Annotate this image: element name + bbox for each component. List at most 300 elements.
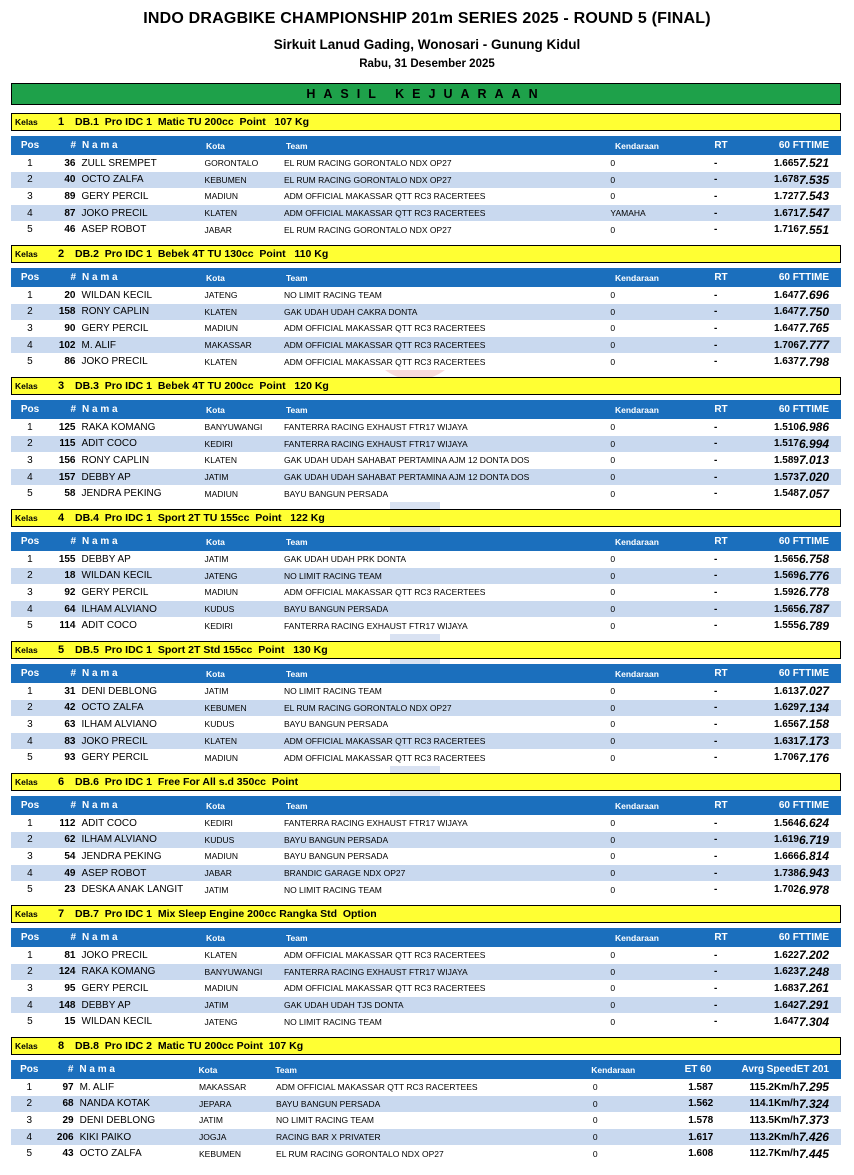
cell-name: GERY PERCIL	[81, 586, 149, 598]
cell-name: ILHAM ALVIANO	[81, 718, 157, 730]
cell-rt: -	[713, 817, 718, 829]
cell-rt: -	[713, 306, 718, 318]
cell-number: 115	[59, 438, 76, 450]
cell-number: 87	[64, 207, 76, 219]
cell-60ft: 1.647	[773, 1016, 799, 1028]
cell-time: 7.013	[798, 453, 829, 468]
cell-kota: KEDIRI	[204, 438, 233, 449]
cell-pos: 3	[27, 586, 33, 598]
table-row	[11, 320, 841, 337]
cell-pos: 4	[27, 999, 33, 1011]
col-kota: Kota	[206, 404, 225, 415]
cell-number: 112	[59, 817, 76, 829]
class-name: DB.7 Pro IDC 1 Mix Sleep Engine 200cc Rangka Std Option	[75, 908, 377, 920]
cell-time: 7.521	[798, 156, 829, 171]
col-rt: RT	[714, 536, 728, 547]
cell-pos: 4	[27, 867, 33, 879]
cell-rt: -	[713, 603, 718, 615]
cell-time: 6.986	[798, 420, 829, 435]
col-et201: ET 201	[796, 1064, 829, 1075]
cell-rt: -	[713, 553, 718, 565]
cell-time: 7.551	[798, 222, 829, 237]
cell-team: EL RUM RACING GORONTALO NDX OP27	[276, 1148, 444, 1159]
cell-kota: MAKASSAR	[204, 340, 252, 351]
cell-number: 83	[64, 735, 76, 747]
cell-kota: JEPARA	[199, 1098, 232, 1109]
cell-et201: 7.324	[798, 1096, 829, 1111]
cell-60ft: 1.623	[773, 966, 799, 978]
cell-pos: 1	[27, 817, 33, 829]
cell-kendaraan: 0	[610, 752, 616, 763]
cell-60ft: 1.589	[773, 454, 799, 466]
cell-pos: 4	[27, 207, 33, 219]
cell-et201: 7.373	[798, 1113, 829, 1128]
cell-team: BAYU BANGUN PERSADA	[283, 604, 389, 615]
cell-name: ILHAM ALVIANO	[81, 834, 157, 846]
table-row	[11, 469, 841, 486]
cell-team: FANTERRA RACING EXHAUST FTR17 WIJAYA	[283, 620, 468, 631]
cell-number: 42	[64, 702, 76, 714]
cell-pos: 2	[26, 1098, 33, 1110]
col-number: #	[70, 536, 76, 547]
col-team: Team	[286, 800, 308, 811]
table-row	[11, 1129, 841, 1146]
cell-name: ADIT COCO	[81, 817, 137, 829]
class-number: 1	[57, 116, 65, 128]
cell-team: ADM OFFICIAL MAKASSAR QTT RC3 RACERTEES	[283, 356, 486, 367]
col-kendaraan: Kendaraan	[591, 1064, 636, 1075]
class-section	[11, 377, 841, 509]
cell-60ft: 1.678	[773, 174, 799, 186]
cell-pos: 4	[27, 339, 33, 351]
cell-number: 36	[64, 157, 76, 169]
cell-time: 7.173	[798, 734, 829, 749]
cell-rt: -	[713, 570, 718, 582]
col-name: N a m a	[82, 932, 118, 943]
table-row	[11, 1013, 841, 1030]
cell-time: 7.304	[798, 1014, 829, 1029]
cell-time: 7.261	[798, 981, 829, 996]
table-row	[11, 832, 841, 849]
cell-name: M. ALIF	[79, 1081, 115, 1093]
col-kota: Kota	[206, 668, 225, 679]
cell-team: ADM OFFICIAL MAKASSAR QTT RC3 RACERTEES	[283, 208, 486, 219]
cell-rt: -	[713, 850, 718, 862]
cell-kendaraan: 0	[610, 323, 616, 334]
col-team: Team	[286, 668, 308, 679]
cell-kendaraan: 0	[592, 1098, 598, 1109]
cell-team: ADM OFFICIAL MAKASSAR QTT RC3 RACERTEES	[276, 1082, 478, 1093]
cell-kota: KEBUMEN	[204, 702, 247, 713]
cell-et201: 7.445	[798, 1146, 829, 1161]
cell-name: RAKA KOMANG	[81, 966, 156, 978]
col-time: TIME	[805, 932, 829, 943]
cell-60ft: 1.683	[773, 982, 799, 994]
cell-name: DEBBY AP	[81, 999, 131, 1011]
col-kota: Kota	[206, 800, 225, 811]
table-row	[11, 815, 841, 832]
cell-avg-speed: 112.7Km/h	[749, 1148, 799, 1160]
cell-rt: -	[713, 620, 718, 632]
cell-pos: 4	[27, 471, 33, 483]
cell-time: 6.994	[798, 436, 829, 451]
cell-kota: MADIUN	[204, 587, 239, 598]
col-kendaraan: Kendaraan	[615, 404, 659, 415]
col-number: #	[70, 668, 76, 679]
results-banner: HASIL KEJUARAAN	[11, 83, 841, 105]
col-number: #	[70, 800, 76, 811]
col-time: TIME	[805, 668, 829, 679]
cell-pos: 1	[27, 421, 33, 433]
cell-pos: 3	[27, 190, 33, 202]
class-header	[11, 905, 841, 923]
cell-number: 64	[64, 603, 76, 615]
cell-kendaraan: YAMAHA	[610, 208, 646, 219]
cell-kendaraan: 0	[610, 306, 616, 317]
cell-kota: KLATEN	[204, 950, 237, 961]
cell-kota: KUDUS	[204, 719, 235, 730]
cell-time: 6.943	[798, 866, 829, 881]
cell-rt: -	[713, 867, 718, 879]
cell-kota: MADIUN	[204, 323, 239, 334]
class-label: Kelas	[15, 117, 38, 127]
table-row	[11, 865, 841, 882]
results-list	[11, 113, 841, 1169]
col-pos: Pos	[20, 272, 40, 283]
col-et60: ET 60	[684, 1064, 712, 1075]
cell-name: OCTO ZALFA	[79, 1148, 142, 1160]
cell-kendaraan: 0	[610, 422, 616, 433]
cell-kendaraan: 0	[610, 702, 616, 713]
cell-name: DEBBY AP	[81, 471, 131, 483]
cell-pos: 2	[27, 174, 33, 186]
cell-kota: KLATEN	[204, 356, 237, 367]
cell-kendaraan: 0	[610, 570, 616, 581]
cell-et60: 1.587	[688, 1081, 714, 1093]
cell-kota: JATIM	[199, 1115, 223, 1126]
class-name: DB.8 Pro IDC 2 Matic TU 200cc Point 107 Kg	[75, 1040, 304, 1052]
cell-number: 86	[64, 356, 76, 368]
cell-rt: -	[713, 190, 718, 202]
cell-pos: 1	[27, 949, 33, 961]
cell-pos: 1	[27, 553, 33, 565]
cell-et60: 1.608	[688, 1148, 714, 1160]
cell-kota: JATENG	[204, 290, 238, 301]
class-number: 7	[57, 908, 65, 920]
cell-name: ILHAM ALVIANO	[81, 603, 157, 615]
cell-team: BRANDIC GARAGE NDX OP27	[283, 868, 406, 879]
cell-pos: 3	[27, 322, 33, 334]
cell-team: ADM OFFICIAL MAKASSAR QTT RC3 RACERTEES	[283, 736, 486, 747]
table-header	[11, 136, 841, 155]
cell-team: ADM OFFICIAL MAKASSAR QTT RC3 RACERTEES	[283, 950, 486, 961]
cell-time: 7.248	[798, 964, 829, 979]
cell-name: KIKI PAIKO	[79, 1131, 132, 1143]
cell-60ft: 1.510	[773, 421, 799, 433]
cell-kota: KLATEN	[204, 208, 237, 219]
cell-time: 7.765	[798, 321, 829, 336]
col-pos: Pos	[20, 932, 40, 943]
col-number: #	[70, 140, 76, 151]
cell-number: 18	[64, 570, 76, 582]
cell-pos: 2	[27, 702, 33, 714]
cell-rt: -	[713, 157, 718, 169]
cell-pos: 5	[27, 1016, 33, 1028]
cell-rt: -	[713, 421, 718, 433]
class-label: Kelas	[15, 249, 38, 259]
cell-60ft: 1.619	[773, 834, 799, 846]
cell-avg-speed: 114.1Km/h	[749, 1098, 799, 1110]
cell-number: 95	[64, 982, 76, 994]
cell-rt: -	[713, 834, 718, 846]
class-section	[11, 1037, 841, 1169]
cell-number: 81	[64, 949, 76, 961]
cell-kota: KEBUMEN	[199, 1148, 242, 1159]
cell-team: EL RUM RACING GORONTALO NDX OP27	[283, 224, 452, 235]
cell-team: GAK UDAH UDAH CAKRA DONTA	[283, 306, 418, 317]
cell-kendaraan: 0	[610, 1016, 616, 1027]
cell-kendaraan: 0	[610, 356, 616, 367]
cell-kendaraan: 0	[610, 604, 616, 615]
col-kota: Kota	[198, 1064, 218, 1075]
cell-kendaraan: 0	[610, 174, 616, 185]
cell-kendaraan: 0	[610, 455, 616, 466]
col-kendaraan: Kendaraan	[615, 668, 659, 679]
cell-60ft: 1.573	[773, 471, 799, 483]
cell-pos: 2	[27, 834, 33, 846]
cell-60ft: 1.517	[773, 438, 799, 450]
cell-60ft: 1.706	[773, 752, 799, 764]
cell-time: 6.814	[798, 849, 829, 864]
col-kendaraan: Kendaraan	[615, 800, 659, 811]
cell-team: FANTERRA RACING EXHAUST FTR17 WIJAYA	[283, 438, 468, 449]
cell-rt: -	[713, 488, 718, 500]
cell-avg-speed: 113.2Km/h	[749, 1131, 799, 1143]
cell-time: 6.787	[798, 602, 829, 617]
col-name: N a m a	[82, 272, 118, 283]
cell-number: 155	[58, 553, 76, 565]
class-number: 8	[57, 1040, 65, 1052]
cell-60ft: 1.613	[773, 685, 799, 697]
cell-kendaraan: 0	[610, 587, 616, 598]
cell-team: BAYU BANGUN PERSADA	[283, 488, 389, 499]
cell-team: ADM OFFICIAL MAKASSAR QTT RC3 RACERTEES	[283, 587, 486, 598]
class-name: DB.4 Pro IDC 1 Sport 2T TU 155cc Point 122 Kg	[75, 512, 325, 524]
col-kota: Kota	[206, 932, 225, 943]
cell-number: 68	[62, 1098, 74, 1110]
class-number: 6	[57, 776, 65, 788]
col-team: Team	[286, 536, 308, 547]
cell-number: 49	[64, 867, 76, 879]
cell-time: 7.798	[798, 354, 829, 369]
cell-kota: MAKASSAR	[199, 1082, 247, 1093]
table-row	[11, 172, 841, 189]
cell-name: DEBBY AP	[81, 553, 131, 565]
cell-name: M. ALIF	[81, 339, 116, 351]
cell-kota: JABAR	[204, 868, 232, 879]
cell-rt: -	[713, 174, 718, 186]
cell-team: EL RUM RACING GORONTALO NDX OP27	[283, 702, 452, 713]
col-name: N a m a	[82, 140, 118, 151]
cell-time: 7.027	[798, 684, 829, 699]
cell-60ft: 1.592	[773, 586, 799, 598]
cell-name: GERY PERCIL	[81, 982, 149, 994]
cell-name: OCTO ZALFA	[81, 702, 144, 714]
table-row	[11, 964, 841, 981]
table-row	[11, 947, 841, 964]
cell-name: OCTO ZALFA	[81, 174, 144, 186]
col-team: Team	[275, 1064, 297, 1075]
cell-name: RONY CAPLIN	[81, 306, 150, 318]
cell-number: 15	[64, 1016, 76, 1028]
class-number: 2	[57, 248, 65, 260]
class-label: Kelas	[15, 777, 38, 787]
col-60ft: 60 FT	[778, 932, 805, 943]
cell-kota: KEDIRI	[204, 818, 233, 829]
class-name: DB.1 Pro IDC 1 Matic TU 200cc Point 107 Kg	[75, 116, 309, 128]
cell-kota: JOGJA	[199, 1132, 227, 1143]
cell-pos: 5	[27, 356, 33, 368]
table-row	[11, 436, 841, 453]
cell-kendaraan: 0	[610, 950, 616, 961]
cell-team: NO LIMIT RACING TEAM	[283, 570, 382, 581]
cell-60ft: 1.629	[773, 702, 799, 714]
cell-kendaraan: 0	[610, 620, 616, 631]
cell-name: WILDAN KECIL	[81, 1016, 153, 1028]
cell-number: 206	[56, 1131, 74, 1143]
table-row	[11, 188, 841, 205]
cell-kendaraan: 0	[610, 736, 616, 747]
table-header	[11, 532, 841, 551]
cell-rt: -	[713, 454, 718, 466]
cell-number: 124	[58, 966, 76, 978]
class-section	[11, 113, 841, 245]
cell-team: FANTERRA RACING EXHAUST FTR17 WIJAYA	[283, 818, 468, 829]
cell-number: 93	[64, 752, 76, 764]
cell-pos: 2	[27, 966, 33, 978]
cell-number: 62	[64, 834, 76, 846]
cell-name: JOKO PRECIL	[81, 949, 148, 961]
cell-name: JOKO PRECIL	[81, 207, 148, 219]
cell-team: GAK UDAH UDAH SAHABAT PERTAMINA AJM 12 DONTA DOS	[283, 455, 530, 466]
cell-team: NO LIMIT RACING TEAM	[283, 884, 382, 895]
cell-number: 89	[64, 190, 76, 202]
col-team: Team	[286, 404, 308, 415]
cell-pos: 3	[27, 850, 33, 862]
col-rt: RT	[714, 932, 728, 943]
col-number: #	[70, 404, 76, 415]
table-row	[11, 485, 841, 502]
col-kota: Kota	[206, 272, 225, 283]
cell-name: RONY CAPLIN	[81, 454, 150, 466]
cell-name: JENDRA PEKING	[81, 488, 162, 500]
cell-kota: KEDIRI	[204, 620, 233, 631]
col-rt: RT	[714, 800, 728, 811]
cell-time: 7.202	[798, 948, 829, 963]
cell-60ft: 1.622	[773, 949, 799, 961]
class-label: Kelas	[15, 381, 38, 391]
table-row	[11, 304, 841, 321]
cell-kota: BANYUWANGI	[204, 422, 263, 433]
col-team: Team	[286, 140, 308, 151]
cell-60ft: 1.647	[773, 322, 799, 334]
cell-rt: -	[713, 702, 718, 714]
cell-name: DENI DEBLONG	[79, 1114, 156, 1126]
cell-name: ASEP ROBOT	[81, 224, 147, 236]
col-rt: RT	[714, 272, 728, 283]
cell-name: WILDAN KECIL	[81, 289, 153, 301]
cell-name: ADIT COCO	[81, 438, 137, 450]
cell-kendaraan: 0	[610, 340, 616, 351]
cell-pos: 1	[27, 289, 33, 301]
cell-et60: 1.562	[688, 1098, 714, 1110]
class-label: Kelas	[15, 645, 38, 655]
cell-60ft: 1.564	[773, 817, 799, 829]
table-row	[11, 353, 841, 370]
cell-rt: -	[713, 586, 718, 598]
cell-kendaraan: 0	[610, 868, 616, 879]
cell-rt: -	[713, 356, 718, 368]
cell-number: 23	[64, 884, 76, 896]
cell-rt: -	[713, 966, 718, 978]
col-time: TIME	[805, 140, 829, 151]
cell-number: 156	[58, 454, 76, 466]
cell-team: BAYU BANGUN PERSADA	[283, 851, 389, 862]
cell-pos: 5	[26, 1148, 33, 1160]
table-row	[11, 1096, 841, 1113]
cell-60ft: 1.716	[773, 224, 799, 236]
cell-et201: 7.295	[798, 1080, 829, 1095]
cell-name: ADIT COCO	[81, 620, 137, 632]
cell-time: 6.624	[798, 816, 829, 831]
cell-60ft: 1.706	[773, 339, 799, 351]
cell-kota: JATIM	[204, 686, 229, 697]
col-rt: RT	[714, 140, 728, 151]
class-name: DB.6 Pro IDC 1 Free For All s.d 350cc Point	[75, 776, 299, 788]
cell-rt: -	[713, 207, 718, 219]
table-row	[11, 337, 841, 354]
cell-name: JENDRA PEKING	[81, 850, 162, 862]
class-header	[11, 773, 841, 791]
cell-number: 40	[64, 174, 76, 186]
cell-number: 31	[64, 685, 76, 697]
col-pos: Pos	[20, 1064, 39, 1075]
cell-time: 6.978	[798, 882, 829, 897]
cell-60ft: 1.738	[773, 867, 799, 879]
cell-rt: -	[713, 884, 718, 896]
col-pos: Pos	[20, 536, 40, 547]
table-row	[11, 1112, 841, 1129]
cell-name: RAKA KOMANG	[81, 421, 156, 433]
col-team: Team	[286, 932, 308, 943]
cell-60ft: 1.656	[773, 718, 799, 730]
cell-time: 7.777	[798, 338, 829, 353]
cell-kendaraan: 0	[592, 1115, 598, 1126]
cell-team: NO LIMIT RACING TEAM	[283, 1016, 382, 1027]
cell-number: 102	[58, 339, 76, 351]
col-kota: Kota	[206, 140, 225, 151]
class-label: Kelas	[15, 1041, 38, 1051]
cell-time: 7.158	[798, 717, 829, 732]
class-section	[11, 509, 841, 641]
cell-pos: 4	[26, 1131, 33, 1143]
table-row	[11, 1079, 841, 1096]
cell-pos: 3	[27, 718, 33, 730]
cell-avg-speed: 115.2Km/h	[749, 1081, 799, 1093]
table-row	[11, 749, 841, 766]
col-number: #	[70, 272, 76, 283]
cell-team: ADM OFFICIAL MAKASSAR QTT RC3 RACERTEES	[283, 323, 486, 334]
